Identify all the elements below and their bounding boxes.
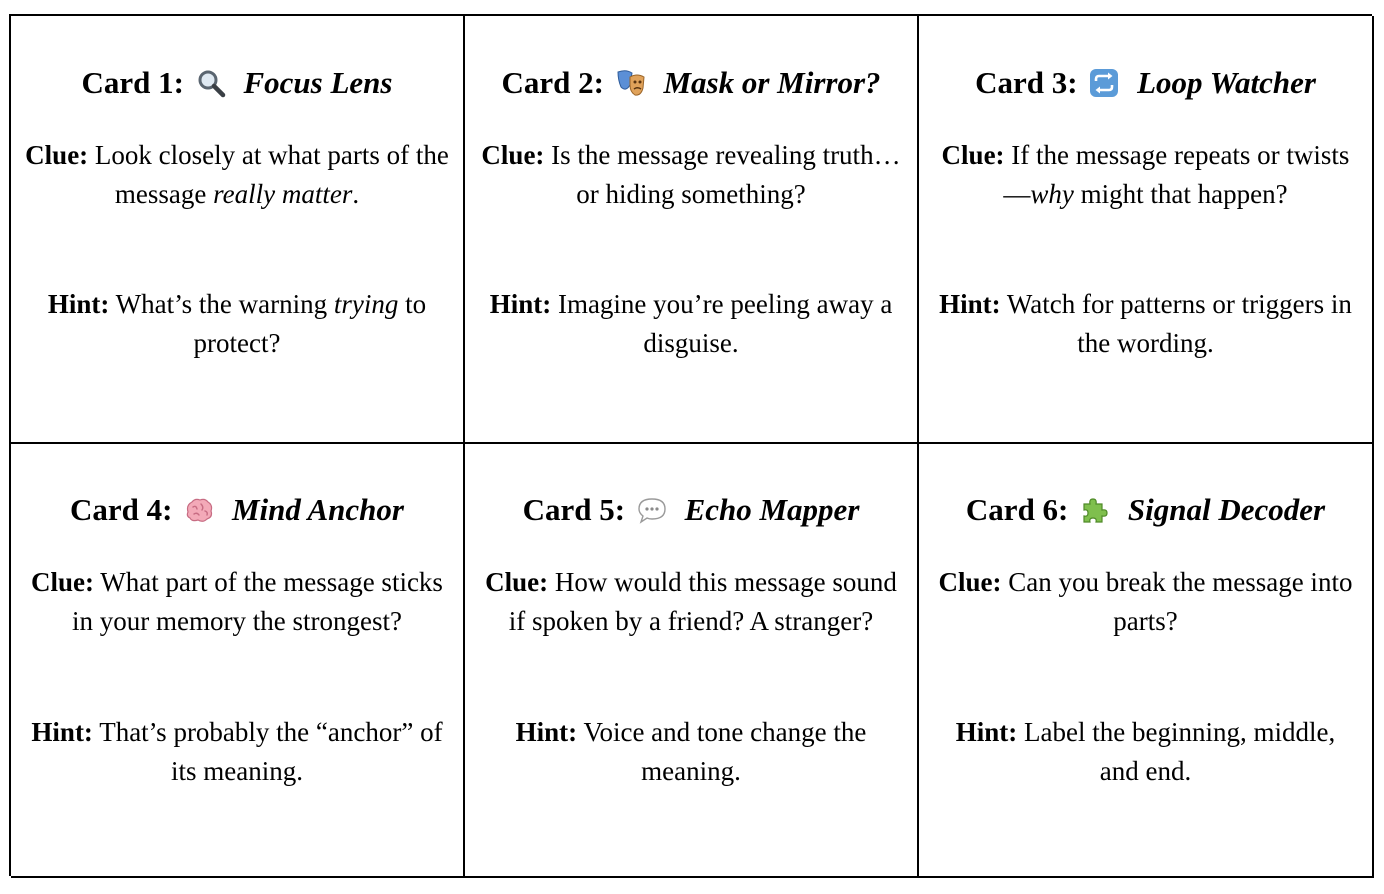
clue-text: Look closely at what parts of the message — [94, 140, 449, 209]
clue-text: How would this message sound if spoken by a friend? A stranger? — [508, 567, 897, 636]
hint-text: That’s probably the “anchor” of its meaning. — [99, 717, 443, 786]
card-title — [919, 64, 1372, 102]
repeat-arrows-icon — [1089, 68, 1119, 98]
card-name: Mind Anchor — [231, 492, 404, 527]
card-title — [919, 491, 1372, 529]
card-name: Mask or Mirror? — [663, 65, 881, 100]
clue-text: Can you break the message into parts? — [1008, 567, 1353, 636]
clue-label: Clue: — [481, 140, 545, 170]
card-number: Card 2: — [501, 65, 604, 100]
card-4 — [11, 444, 465, 878]
card-1 — [11, 16, 465, 444]
clue-label: Clue: — [941, 140, 1005, 170]
hint-text: What’s the warning — [115, 289, 334, 319]
hint-text: Label the beginning, middle, and end. — [1024, 717, 1336, 786]
card-6 — [919, 444, 1374, 878]
card-number: Card 4: — [70, 492, 173, 527]
card-5 — [465, 444, 919, 878]
hint-label: Hint: — [31, 717, 93, 747]
card-grid — [9, 14, 1372, 876]
hint-text: Voice and tone change the meaning. — [583, 717, 867, 786]
hint-emphasis: trying — [333, 289, 399, 319]
clue-label: Clue: — [485, 567, 549, 597]
clue-label: Clue: — [25, 140, 89, 170]
clue-text: What part of the message sticks in your memory the strongest? — [72, 567, 443, 636]
card-title — [465, 491, 917, 529]
card-name: Loop Watcher — [1137, 65, 1316, 100]
clue-text-end: might that happen? — [1073, 179, 1288, 209]
card-hint — [479, 713, 903, 791]
clue-label: Clue: — [938, 567, 1002, 597]
card-title — [465, 64, 917, 102]
card-number: Card 6: — [965, 492, 1069, 527]
hint-text: Watch for patterns or triggers in the wording. — [1006, 289, 1352, 358]
card-2 — [465, 16, 919, 444]
clue-text: Is the message revealing truth… or hiding something? — [551, 140, 901, 209]
card-name: Focus Lens — [243, 65, 393, 100]
clue-emphasis: why — [1030, 179, 1074, 209]
card-hint — [479, 285, 903, 363]
hint-label: Hint: — [489, 289, 552, 319]
card-hint — [933, 713, 1358, 791]
card-clue — [25, 563, 449, 641]
hint-label: Hint: — [515, 717, 578, 747]
brain-icon — [184, 495, 214, 525]
hint-label: Hint: — [955, 717, 1018, 747]
card-3 — [919, 16, 1374, 444]
hint-text-end: to protect? — [193, 289, 427, 358]
card-number: Card 3: — [975, 65, 1078, 100]
theater-masks-icon — [616, 68, 646, 98]
card-clue — [479, 136, 903, 214]
card-number: Card 1: — [81, 65, 184, 100]
card-hint — [25, 285, 449, 363]
card-name: Echo Mapper — [684, 492, 860, 527]
clue-text: If the message repeats or twists— — [1003, 140, 1350, 209]
speech-bubble-icon — [637, 495, 667, 525]
card-name: Signal Decoder — [1127, 492, 1326, 527]
card-hint — [25, 713, 449, 791]
clue-emphasis: really matter — [213, 179, 353, 209]
card-number: Card 5: — [522, 492, 626, 527]
card-clue — [933, 136, 1358, 214]
hint-label: Hint: — [939, 289, 1001, 319]
card-title — [11, 491, 463, 529]
hint-label: Hint: — [47, 289, 110, 319]
card-hint — [933, 285, 1358, 363]
clue-text-end: . — [352, 179, 360, 209]
clue-label: Clue: — [31, 567, 95, 597]
puzzle-piece-icon — [1080, 495, 1110, 525]
card-clue — [933, 563, 1358, 641]
card-title — [11, 64, 463, 102]
magnifier-icon — [196, 68, 226, 98]
card-clue — [25, 136, 449, 214]
hint-text: Imagine you’re peeling away a disguise. — [557, 289, 893, 358]
card-clue — [479, 563, 903, 641]
